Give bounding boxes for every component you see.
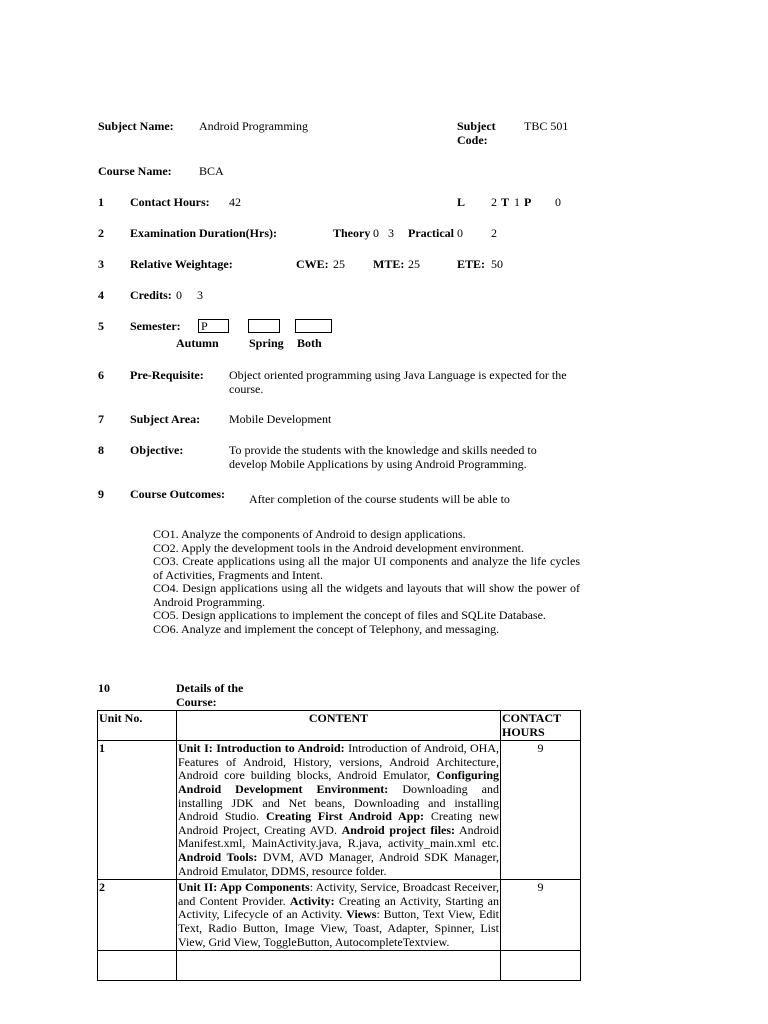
- cwe-value: 25: [333, 257, 345, 271]
- cwe-label: CWE:: [296, 257, 329, 271]
- item-number: 10: [98, 681, 110, 695]
- unit-content: [177, 951, 501, 981]
- subject-area-value: Mobile Development: [229, 412, 332, 426]
- table-row: [98, 951, 581, 981]
- l-label: L: [457, 195, 466, 209]
- practical-value: 0: [457, 226, 463, 240]
- autumn-label: Autumn: [176, 336, 219, 350]
- semester-both-checkbox[interactable]: [295, 319, 332, 333]
- unit-hours: 9: [501, 880, 581, 951]
- semester-label: Semester:: [130, 319, 181, 333]
- p-value: 0: [555, 195, 561, 209]
- prerequisite-label: Pre-Requisite:: [130, 368, 204, 382]
- unit-hours: 9: [501, 741, 581, 880]
- course-outcome-item: CO4. Design applications using all the widgets and layouts that will show the power of Android Programming.: [153, 581, 580, 609]
- course-details-table: [97, 710, 581, 981]
- item-number: 2: [98, 226, 104, 240]
- course-outcome-item: CO2. Apply the development tools in the Android development environment.: [153, 541, 524, 555]
- unit-number: [98, 951, 177, 981]
- t-label: T: [501, 195, 510, 209]
- exam-duration-label: Examination Duration(Hrs):: [130, 226, 277, 240]
- semester-spring-checkbox[interactable]: [248, 319, 280, 333]
- item-number: 3: [98, 257, 104, 271]
- item-number: 4: [98, 288, 104, 302]
- course-outcomes-intro: After completion of the course students will be able to: [249, 492, 510, 506]
- t-value: 1: [514, 195, 520, 209]
- header-content: CONTENT: [177, 711, 501, 741]
- mte-label: MTE:: [373, 257, 405, 271]
- item-number: 1: [98, 195, 104, 209]
- semester-autumn-checkbox[interactable]: P: [198, 319, 229, 333]
- subject-code-label-2: Code:: [457, 133, 488, 147]
- item-number: 7: [98, 412, 104, 426]
- course-outcome-item: CO5. Design applications to implement the concept of files and SQLite Database.: [153, 608, 546, 622]
- ete-label: ETE:: [457, 257, 486, 271]
- item-number: 8: [98, 443, 104, 457]
- table-row: [98, 741, 581, 880]
- unit-content: Unit I: Introduction to Android: Introduction of Android, OHA, Features of Android, History, versions, Android Architecture, Android core building blocks, Android Emulator, Configuring Android Development Environment: Downloading and installing JDK and Net beans, Downloading and installing Android Studio. Creating First Android App: Creating new Android Project, Creating AVD. Android project files: Android Manifest.xml, MainActivity.java, R.java, activity_main.xml etc. Android Tools: DVM, AVD Manager, Android SDK Manager, Android Emulator, DDMS, resource folder.: [177, 741, 501, 880]
- table-header-row: [98, 711, 581, 741]
- prerequisite-value: Object oriented programming using Java Language is expected for the course.: [229, 368, 567, 396]
- contact-hours-label: Contact Hours:: [130, 195, 210, 209]
- item-number: 5: [98, 319, 104, 333]
- objective-value: To provide the students with the knowledge and skills needed to develop Mobile Applications by using Android Programming.: [229, 443, 537, 471]
- course-name-value: BCA: [199, 164, 224, 178]
- course-outcome-item: CO3. Create applications using all the major UI components and analyze the life cycles of Activities, Fragments and Intent.: [153, 554, 580, 582]
- contact-hours-value: 42: [229, 195, 241, 209]
- mte-value: 25: [408, 257, 420, 271]
- theory-label: Theory: [333, 226, 371, 240]
- ete-value: 50: [491, 257, 503, 271]
- unit-number: 2: [98, 880, 177, 951]
- details-label: Details of the: [176, 681, 244, 695]
- subject-area-label: Subject Area:: [130, 412, 201, 426]
- header-unit-no: Unit No.: [98, 711, 177, 741]
- both-label: Both: [297, 336, 322, 350]
- spring-label: Spring: [249, 336, 284, 350]
- item-number: 6: [98, 368, 104, 382]
- course-outcomes-label: Course Outcomes:: [130, 487, 225, 501]
- credits-label: Credits:: [130, 288, 172, 302]
- unit-content: Unit II: App Components: Activity, Service, Broadcast Receiver, and Content Provider. Activity: Creating an Activity, Starting an Activity, Lifecycle of an Activity. Views: Button, Text View, Edit Text, Radio Button, Image View, Toast, Adapter, Spinner, List View, Grid View, ToggleButton, AutocompleteTextview.: [177, 880, 501, 951]
- details-label-2: Course:: [176, 695, 217, 709]
- unit-hours: [501, 951, 581, 981]
- course-name-label: Course Name:: [98, 164, 172, 178]
- course-outcome-item: CO6. Analyze and implement the concept of Telephony, and messaging.: [153, 622, 500, 636]
- subject-name-label: Subject Name:: [98, 119, 174, 133]
- weightage-label: Relative Weightage:: [130, 257, 233, 271]
- practical-label: Practical: [408, 226, 454, 240]
- practical-value-2: 2: [491, 226, 497, 240]
- p-label: P: [524, 195, 532, 209]
- course-outcome-item: CO1. Analyze the components of Android to design applications.: [153, 527, 466, 541]
- header-contact-hours: CONTACT HOURS: [501, 711, 581, 741]
- subject-code-value: TBC 501: [524, 119, 569, 133]
- subject-code-label: Subject: [457, 119, 496, 133]
- subject-name-value: Android Programming: [199, 119, 308, 133]
- l-value: 2: [491, 195, 497, 209]
- theory-value: 0 3: [373, 226, 394, 240]
- table-row: [98, 880, 581, 951]
- item-number: 9: [98, 487, 104, 501]
- credits-value: 0 3: [176, 288, 203, 302]
- unit-number: 1: [98, 741, 177, 880]
- objective-label: Objective:: [130, 443, 184, 457]
